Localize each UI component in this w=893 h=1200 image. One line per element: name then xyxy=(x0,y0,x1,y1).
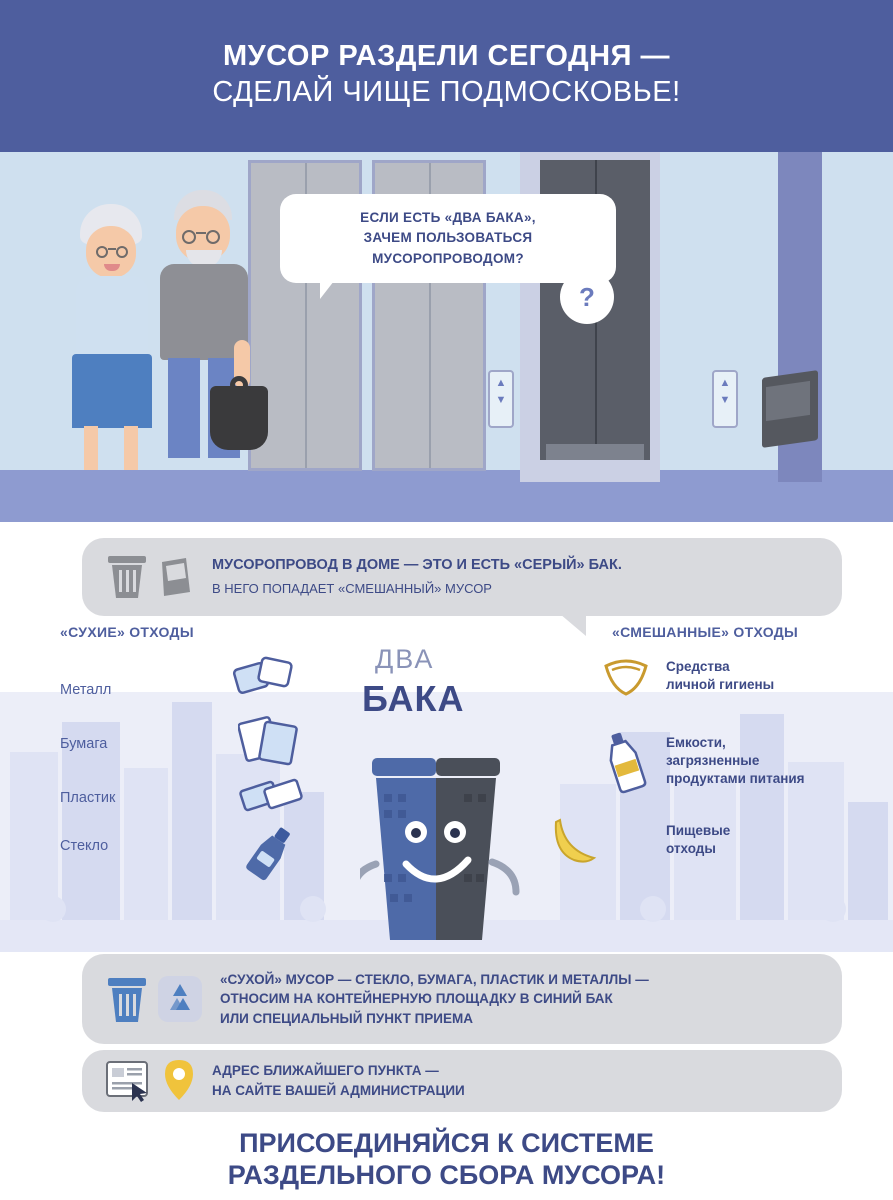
strip-chute-line1-bold: МУСОРОПРОВОД В ДОМЕ xyxy=(212,557,400,574)
recycle-icon xyxy=(156,972,204,1026)
strip-dry-line1: «СУХОЙ» МУСОР — СТЕКЛО, БУМАГА, ПЛАСТИК И МЕТАЛЛЫ — xyxy=(220,971,649,987)
center-title-big: БАКА xyxy=(362,678,465,719)
header-line-2: СДЕЛАЙ ЧИЩЕ ПОДМОСКОВЬЕ! xyxy=(212,75,681,108)
speech-bubble xyxy=(280,194,616,283)
glass-bottle-icon xyxy=(236,822,306,884)
mixed-item-1-line2: загрязненные xyxy=(666,753,760,769)
poster-body xyxy=(0,522,893,952)
header-line-1: МУСОР РАЗДЕЛИ СЕГОДНЯ — xyxy=(222,40,671,73)
strip-chute-tail xyxy=(560,614,586,636)
center-title-small: ДВА xyxy=(375,644,435,674)
website-cursor-icon xyxy=(104,1059,156,1103)
paper-sheets-icon xyxy=(238,712,300,770)
footer-line-2: РАЗДЕЛЬНОГО СБОРА МУСОРА! xyxy=(227,1160,666,1190)
grey-bin-icon xyxy=(104,552,150,602)
strip-chute-text xyxy=(212,555,622,599)
mixed-item-0 xyxy=(666,658,774,694)
mixed-item-1 xyxy=(666,734,805,789)
strip-chute-line2: В НЕГО ПОПАДАЕТ «СМЕШАННЫЙ» МУСОР xyxy=(212,581,492,597)
strip-address xyxy=(82,1050,842,1112)
mixed-item-2-line2: отходы xyxy=(666,841,716,857)
strip-dry-line3: ИЛИ СПЕЦИАЛЬНЫЙ ПУНКТ ПРИЕМА xyxy=(220,1010,473,1026)
elevator-call-panel-1[interactable]: ▲ ▼ xyxy=(488,370,514,428)
chute-hatch-lid xyxy=(766,381,810,421)
strip-address-line1: АДРЕС БЛИЖАЙШЕГО ПУНКТА — xyxy=(212,1063,439,1079)
strip-address-icons xyxy=(104,1058,196,1104)
question-mark-icon: ? xyxy=(560,270,614,324)
dry-heading: «СУХИЕ» ОТХОДЫ xyxy=(60,624,194,640)
strip-dry xyxy=(82,954,842,1044)
dry-item-3-label: Стекло xyxy=(60,838,109,854)
footer-line-1: ПРИСОЕДИНЯЙСЯ К СИСТЕМЕ xyxy=(239,1127,654,1158)
plastic-packs-icon xyxy=(238,772,304,822)
strip-address-line2: НА САЙТЕ ВАШЕЙ АДМИНИСТРАЦИИ xyxy=(212,1083,465,1098)
strip-chute xyxy=(82,538,842,616)
mixed-item-2-line1: Пищевые xyxy=(666,823,731,838)
mixed-item-2 xyxy=(666,822,730,858)
person-grandfather xyxy=(148,190,268,472)
poster-footer xyxy=(0,1118,893,1200)
elevator-hall-scene xyxy=(0,152,893,522)
strip-chute-line1-rest: — ЭТО И ЕСТЬ «СЕРЫЙ» БАК. xyxy=(399,557,622,574)
mixed-item-0-line1: Средства xyxy=(666,659,730,674)
chute-hatch-icon xyxy=(156,552,196,602)
blue-bin-icon xyxy=(104,972,150,1026)
poster-header xyxy=(0,0,893,152)
two-bins-character xyxy=(360,754,520,944)
speech-line-1: ЕСЛИ ЕСТЬ «ДВА БАКА», xyxy=(360,210,536,225)
map-pin-icon xyxy=(162,1058,196,1104)
mixed-heading: «СМЕШАННЫЕ» ОТХОДЫ xyxy=(612,624,799,640)
dry-item-2-label: Пластик xyxy=(60,790,116,806)
strip-dry-text xyxy=(220,970,649,1029)
strip-chute-icons xyxy=(104,552,196,602)
dry-item-0-label: Металл xyxy=(60,682,112,698)
mixed-item-1-line3: продуктами питания xyxy=(666,771,805,787)
strip-dry-icons xyxy=(104,972,204,1026)
dirty-container-icon xyxy=(600,730,652,794)
speech-line-2: ЗАЧЕМ ПОЛЬЗОВАТЬСЯ xyxy=(363,230,533,246)
banana-icon xyxy=(548,810,608,870)
metal-cans-icon xyxy=(230,650,300,708)
speech-line-3: МУСОРОПРОВОДОМ? xyxy=(372,250,524,266)
strip-dry-line2: ОТНОСИМ НА КОНТЕЙНЕРНУЮ ПЛОЩАДКУ В СИНИЙ БАК xyxy=(220,991,613,1007)
mixed-item-0-line2: личной гигиены xyxy=(666,677,775,693)
mixed-item-1-line1: Емкости, xyxy=(666,735,726,750)
hall-floor xyxy=(0,470,893,522)
dry-item-1-label: Бумага xyxy=(60,736,108,752)
elevator-call-panel-2[interactable]: ▲ ▼ xyxy=(712,370,738,428)
strip-address-text xyxy=(212,1061,465,1100)
hygiene-icon xyxy=(600,654,652,700)
